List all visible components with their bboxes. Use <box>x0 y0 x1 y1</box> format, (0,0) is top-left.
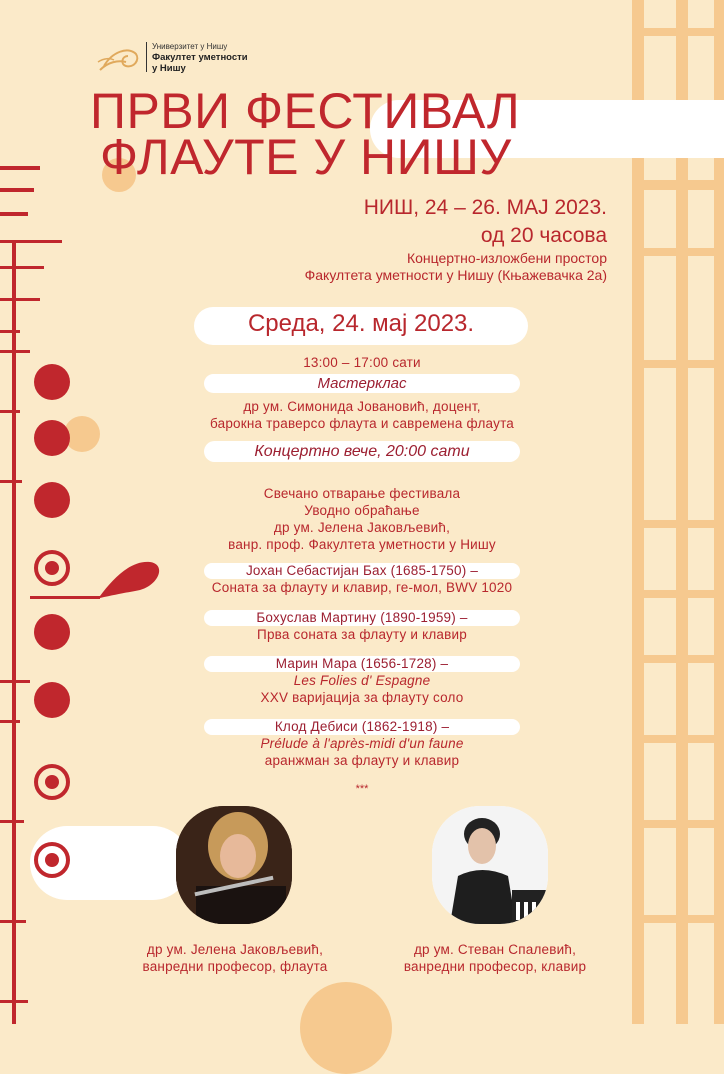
opening-line1: Свечано отварање фестивала <box>263 486 461 501</box>
masterclass-time: 13:00 – 17:00 сати <box>303 355 421 370</box>
title-line1: ПРВИ ФЕСТИВАЛ <box>90 83 521 139</box>
program-work-italic-3: Les Folies d' Espagne <box>293 673 431 688</box>
masterclass-line1: др ум. Симонида Јовановић, доцент, <box>243 399 481 414</box>
opening-line2: Уводно обраћање <box>304 503 420 518</box>
performer-name-1: др ум. Јелена Јаковљевић, <box>146 942 324 957</box>
program-work-1: Соната за флауту и клавир, ге-мол, BWV 1020 <box>211 580 513 595</box>
day-heading: Среда, 24. мај 2023. <box>247 310 475 337</box>
orange-circle-bottom <box>300 982 392 1074</box>
logo-mark-icon <box>96 40 140 74</box>
event-time: од 20 часова <box>480 224 607 247</box>
program-work-4: аранжман за флауту и клавир <box>264 753 460 768</box>
performer-photo-piano <box>432 806 548 924</box>
faculty-logo <box>96 40 266 74</box>
program-composer-4: Клод Дебиси (1862-1918) – <box>274 719 450 734</box>
logo-faculty-line1: Факултет уметности <box>152 52 248 63</box>
logo-divider <box>146 42 147 72</box>
performer-role-2: ванредни професор, клавир <box>403 959 587 974</box>
masterclass-line2: барокна траверсо флаута и савремена флаута <box>209 416 515 431</box>
logo-university: Универзитет у Нишу <box>152 42 228 51</box>
program-composer-1: Јохан Себастијан Бах (1685-1750) – <box>245 563 479 578</box>
event-venue-line2: Факултета уметности у Нишу (Књажевачка 2а) <box>304 267 607 283</box>
opening-line4: ванр. проф. Факултета уметности у Нишу <box>228 537 496 552</box>
program-composer-2: Бохуслав Мартину (1890-1959) – <box>256 610 468 625</box>
festival-title <box>90 83 630 185</box>
logo-faculty-line2: у Нишу <box>152 63 186 74</box>
performer-name-2: др ум. Стеван Спалевић, <box>413 942 577 957</box>
separator: *** <box>355 783 369 795</box>
flute-staff-decoration <box>0 160 170 1024</box>
event-venue-line1: Концертно-изложбени простор <box>406 250 607 266</box>
masterclass-title: Мастерклас <box>317 375 407 392</box>
performer-role-1: ванредни професор, флаута <box>142 959 328 974</box>
performer-photo-flute <box>176 806 292 924</box>
opening-line3: др ум. Јелена Јаковљевић, <box>273 520 451 535</box>
program-work-italic-4: Prélude à l'après-midi d'un faune <box>260 736 464 751</box>
title-line2: ФЛАУТЕ У НИШУ <box>100 129 512 185</box>
event-dates: НИШ, 24 – 26. МАЈ 2023. <box>363 196 607 219</box>
program-work-3: XXV варијација за флауту соло <box>260 690 464 705</box>
concert-title: Концертно вече, 20:00 сати <box>254 443 470 460</box>
program-composer-3: Марин Мара (1656-1728) – <box>275 656 449 671</box>
program-work-2: Прва соната за флауту и клавир <box>257 627 467 642</box>
